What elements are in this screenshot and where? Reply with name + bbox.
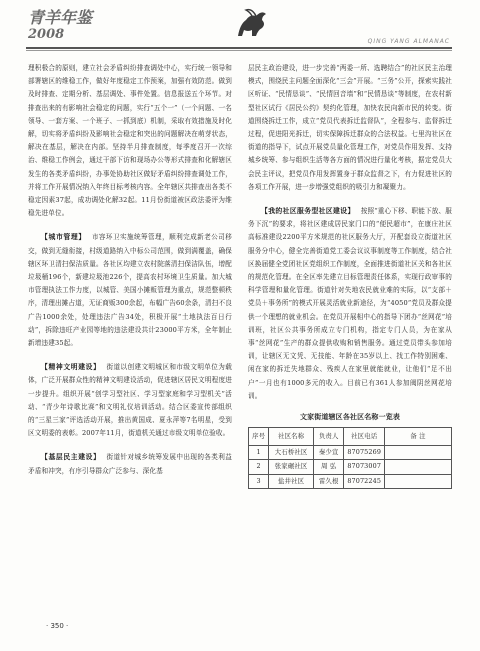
table-cell [384,474,451,488]
table-cell: 周 弘 [313,460,343,474]
table-cell: 1 [249,446,269,460]
community-table-block [248,411,452,489]
table-header-row [249,428,452,446]
header-rule [26,47,452,49]
section-grassroots-democracy [28,451,232,477]
section-urban-management [28,231,232,350]
section-body: 按照“重心下移、职能下放、服务下沉”的要求，将社区建成居民家门口的“便民超市”，在康庄社区高标准建设2200平方米规范的社区服务大厅，开配套设立街道社区服务分中心，健全完善街道党工委会议议事制度等工作制度，结合社区换届健全党团社区党组织工作制度，全面推进街道社区关和各社区的规范化管理。在全区率先建立目标管理责任体系，实现行政审事的科学管理和量化管理。街道针对失地农民就业难的实际，以“支部＋党员＋事务所”的模式开展灵活就业新途径，为“4050”党员及群众提供一个理想的就业机会。在党员开展相中心的指导下团办“丝网花”培训班，社区公共事务所成立专门机构，指定专门人员，为在家从事“丝网花”生产的群众提供收购和销售服务。通过党员带头参加培训，让辖区无文凭、无技能、年龄在35岁以上、找工作特别困难、闲在家的拆迁失地群众、残疾人在家里就能就业，让他们“足不出户”一月也有1000多元的收入。目前已有361人参加阀阴丝网花培训。 [248,207,452,400]
table-cell [384,446,451,460]
table-cell: 张家碾社区 [269,460,314,474]
table-header-cell: 社区名称 [269,428,314,446]
table-cell: 大石桥社区 [269,446,314,460]
section-body: 街道针对城乡统筹发展中出现的各类利益矛盾和冲突，有序引导群众广泛参与、深化基 [28,453,233,475]
section-body: 街道以创建文明城区和市级文明单位为载体，广泛开展群众性的精神文明建设活动，促进辖区居民文明程度进一步提升。组织开展“创学习型社区、学习型家庭和学习型机关”活动、“青少年诗歌比赛”和文明礼仪培训活动。结合区委宣传部组织的“三星三家”评选活动开展，推出黄国成、夏永萍等7名明星，受到区文明委的表彰。2007年11月，街道机关通过市级文明单位验收。 [28,363,233,438]
logo-title: 青羊年鉴 [28,8,93,27]
table-cell: 2 [249,460,269,474]
table-title: 文家街道辖区各社区名称一览表 [299,413,401,422]
table-row [249,474,452,488]
page-number: · 350 · [46,622,69,630]
table-cell: 秦少宣 [313,446,343,460]
table-header-cell: 序号 [249,428,269,446]
section-heading: 【我的社区服务型社区建设】 [261,207,355,216]
table-row [249,446,452,460]
section-heading: 【精神文明建设】 [41,363,101,372]
table-row [249,460,452,474]
table-header-cell: 社区电话 [344,428,385,446]
section-heading: 【基层民主建设】 [41,453,101,462]
section-service-community [248,205,452,403]
right-column [248,62,452,489]
section-civilization-building [28,361,232,440]
logo-year: 2008 [28,27,65,42]
table-cell: 87072245 [344,474,385,488]
page-header [0,0,480,58]
table-header-cell: 备 注 [384,428,451,446]
table-cell: 雷久根 [313,474,343,488]
table-cell: 3 [249,474,269,488]
table-cell: 87075269 [344,446,385,460]
section-body: 市容环卫实施统筹管理，顺利完成新老公司移交，做到无缝衔接，村级道路纳入中标公司范围，做到满覆盖，确保辖区环卫清扫保洁质量。各社区均建立农村院落清扫保洁队伍，增配垃圾桶196个，新建垃圾池226个，提高农村环境卫生质量。加大城市管理执法工作力度，以城管、美国小摊贩管理为重点，规范整顿秩序，清理出摊占道，无证商贩300余起，布幅广告60余条，清扫不良广告1000余处，处理违法广告34处，积极开展“土地执法百日行动”，拆除违旺产业园等地的违法建设共计23000平方米，全年制止新增违建35起。 [28,233,233,348]
left-intro-paragraph: 理积极合的原则，建立社会矛盾纠纷排查调处中心，实行统一领导和部署辖区的维稳工作，做好年度稳定工作预案，加强有效防范。做到及时排查、定期分析、基层调处、事件处置。信息报送五个环节。对排查出来的有影响社会稳定的问题，实行“五个一”（一个问题、一名领导、一套方案、一个班子、一抓到底）机制，采取有效措施及时化解，切实将矛盾纠纷及影响社会稳定和突出的问题解决在萌芽状态，解决在基层，解决在内部。坚持半月排查制度，每季度召开一次综治、维稳工作例会，通过干部下访和现场办公等形式排查和化解辖区发生的各类矛盾纠纷，办事处协助社区做好矛盾纠纷排查调处工作，并将工作开展情况纳入年终目标考核内容。全年辖区共排查出各类不稳定因素37起，成功调处化解32起。11月份街道被区政法委评为维稳先进单位。 [28,64,232,218]
right-intro-paragraph: 层民主政治建设，进一步完善“两委一所、选聘结合”的社区民主治理模式，围绕民主问题全面深化“三会”开展。“三务”公开，探索实践社区听证、“民情恳谈”、“民情回音墙”和“民情恳谈”等制度，在农村新型社区试行《居民公约》契约化管理，加快农民向新市民的转变。街道围绕拆迁工作，成立“党员代表拆迁监督队”，全程参与、监督拆迁过程，促进阳光拆迁，切实保障拆迁群众的合法权益。七里沟社区在街道的指导下，试点开展党员量化管理工作，对党员作用发挥、支持城乡统筹、参与组织生活等各方面的情况进行量化考核，据定党员大会民主评议，把党员作用发挥置身于群众监督之下，有力促进社区的各项工作开展，进一步增强党组织的吸引力和凝聚力。 [248,64,452,191]
left-column [28,62,232,478]
section-heading: 【城市管理】 [41,233,86,242]
community-table [248,427,452,489]
goat-emblem-icon [232,6,270,40]
table-cell: 87073007 [344,460,385,474]
header-english-title: QING YANG ALMANAC [367,38,450,45]
table-cell: 盐井社区 [269,474,314,488]
header-rule-thin [26,50,452,51]
almanac-logo [28,10,92,41]
table-header-cell: 负责人 [313,428,343,446]
table-cell [384,460,451,474]
